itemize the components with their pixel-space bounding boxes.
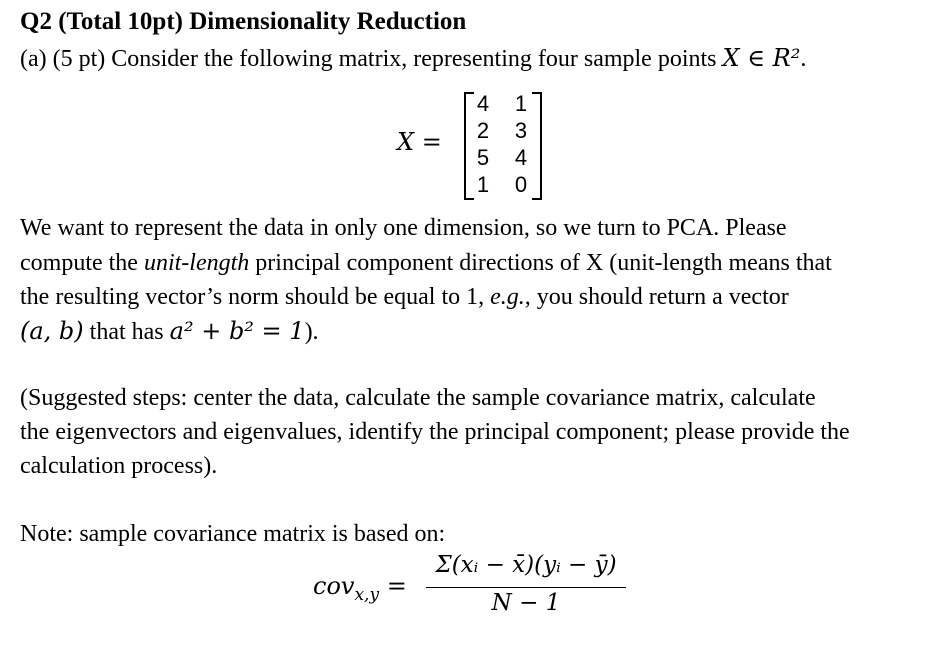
part-a-prompt xyxy=(20,42,806,75)
text-run: you should return a vector xyxy=(530,284,789,310)
paragraph-line-3 xyxy=(20,281,789,313)
matrix-x xyxy=(462,90,544,200)
covariance-note: Note: sample covariance matrix is based on: xyxy=(20,521,446,547)
emphasis-eg: e.g., xyxy=(490,284,531,310)
part-a-period: . xyxy=(800,46,807,72)
set-membership-expression: X ∈ R² xyxy=(722,44,801,72)
matrix-cell: 5 xyxy=(476,145,490,170)
formula-numerator: Σ(xᵢ − x̄)(yᵢ − ȳ) xyxy=(435,552,617,578)
cov-subscript: x,y xyxy=(354,584,380,605)
text-run: compute the xyxy=(20,250,144,276)
cov-symbol: cov xyxy=(313,572,355,600)
paragraph-line-1: We want to represent the data in only one dimension, so we turn to PCA. Please xyxy=(20,215,787,241)
text-run: that has xyxy=(83,319,170,345)
paragraph-line-2 xyxy=(20,247,832,279)
matrix-cell: 3 xyxy=(514,118,528,143)
fraction-bar xyxy=(426,587,626,588)
emphasis-unit-length: unit-length xyxy=(143,250,250,276)
part-a-text: (a) (5 pt) Consider the following matrix, representing four sample points xyxy=(20,46,723,72)
text-run: ). xyxy=(304,319,319,345)
suggested-line-3: calculation process). xyxy=(20,453,218,479)
vector-expression: (a, b) xyxy=(20,317,84,345)
matrix-cell: 4 xyxy=(476,91,490,116)
norm-expression: a² + b² = 1 xyxy=(169,317,305,345)
text-run: principal component directions of X (unit-length means that xyxy=(249,250,832,276)
right-bracket xyxy=(532,92,542,200)
matrix-lhs: X = xyxy=(397,128,442,156)
equals-sign: = xyxy=(379,572,407,600)
text-run: the resulting vector’s norm should be equal to 1, xyxy=(20,284,491,310)
formula-denominator: N − 1 xyxy=(491,590,561,616)
formula-lhs xyxy=(313,572,407,605)
matrix-cell: 2 xyxy=(476,118,490,143)
matrix-cell: 1 xyxy=(476,172,490,197)
matrix-cell: 4 xyxy=(514,145,528,170)
suggested-line-1: (Suggested steps: center the data, calculate the sample covariance matrix, calculate xyxy=(20,385,816,411)
paragraph-line-4 xyxy=(20,315,319,348)
question-heading: Q2 (Total 10pt) Dimensionality Reduction xyxy=(20,8,467,35)
matrix-cell: 0 xyxy=(514,172,528,197)
matrix-cell: 1 xyxy=(514,91,528,116)
suggested-line-2: the eigenvectors and eigenvalues, identify the principal component; please provide the xyxy=(20,419,850,445)
